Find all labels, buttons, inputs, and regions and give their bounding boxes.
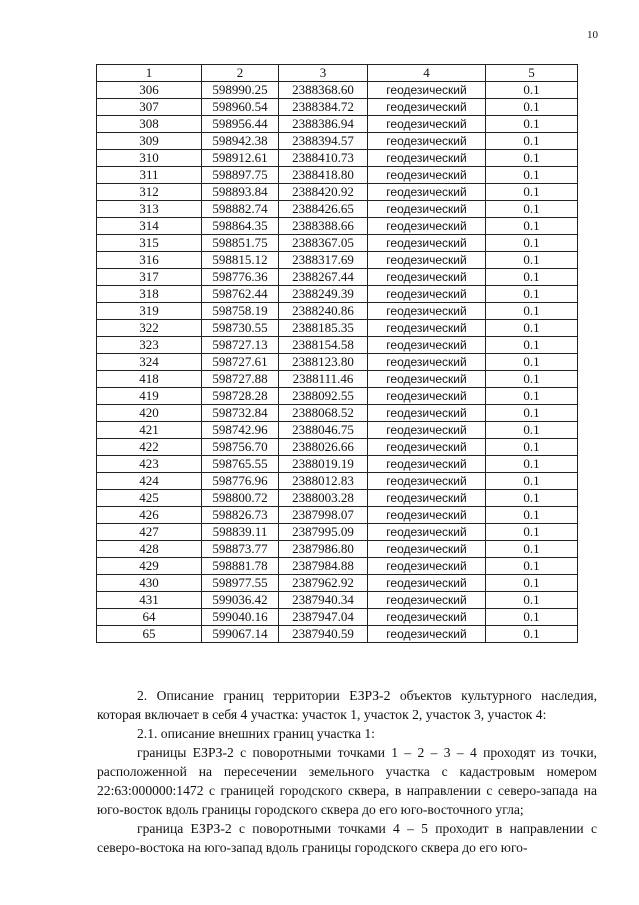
accuracy-cell: 0.1 (486, 320, 578, 337)
accuracy-cell: 0.1 (486, 575, 578, 592)
accuracy-cell: 0.1 (486, 201, 578, 218)
y-coordinate-cell: 2388249.39 (279, 286, 368, 303)
y-coordinate-cell: 2387940.59 (279, 626, 368, 643)
y-coordinate-cell: 2388092.55 (279, 388, 368, 405)
method-cell: геодезический (368, 439, 486, 456)
table-row (97, 235, 578, 252)
method-cell: геодезический (368, 524, 486, 541)
accuracy-cell: 0.1 (486, 558, 578, 575)
method-cell: геодезический (368, 388, 486, 405)
point-number-cell: 317 (97, 269, 202, 286)
method-cell: геодезический (368, 558, 486, 575)
table-header-row (97, 65, 578, 82)
x-coordinate-cell: 598826.73 (202, 507, 279, 524)
column-header: 3 (279, 65, 368, 82)
method-cell: геодезический (368, 405, 486, 422)
x-coordinate-cell: 598727.13 (202, 337, 279, 354)
x-coordinate-cell: 598864.35 (202, 218, 279, 235)
table-row (97, 150, 578, 167)
table-row (97, 252, 578, 269)
x-coordinate-cell: 598800.72 (202, 490, 279, 507)
table-row (97, 507, 578, 524)
table-row (97, 558, 578, 575)
accuracy-cell: 0.1 (486, 371, 578, 388)
table-row (97, 286, 578, 303)
x-coordinate-cell: 598727.88 (202, 371, 279, 388)
x-coordinate-cell: 599067.14 (202, 626, 279, 643)
table-row (97, 354, 578, 371)
y-coordinate-cell: 2388367.05 (279, 235, 368, 252)
accuracy-cell: 0.1 (486, 592, 578, 609)
x-coordinate-cell: 598762.44 (202, 286, 279, 303)
x-coordinate-cell: 598815.12 (202, 252, 279, 269)
method-cell: геодезический (368, 133, 486, 150)
y-coordinate-cell: 2388368.60 (279, 82, 368, 99)
y-coordinate-cell: 2388388.66 (279, 218, 368, 235)
point-number-cell: 427 (97, 524, 202, 541)
accuracy-cell: 0.1 (486, 218, 578, 235)
table-row (97, 218, 578, 235)
accuracy-cell: 0.1 (486, 490, 578, 507)
point-number-cell: 419 (97, 388, 202, 405)
x-coordinate-cell: 598893.84 (202, 184, 279, 201)
y-coordinate-cell: 2387940.34 (279, 592, 368, 609)
x-coordinate-cell: 598776.96 (202, 473, 279, 490)
y-coordinate-cell: 2388111.46 (279, 371, 368, 388)
point-number-cell: 418 (97, 371, 202, 388)
table-row (97, 320, 578, 337)
accuracy-cell: 0.1 (486, 116, 578, 133)
x-coordinate-cell: 598873.77 (202, 541, 279, 558)
x-coordinate-cell: 598765.55 (202, 456, 279, 473)
accuracy-cell: 0.1 (486, 150, 578, 167)
x-coordinate-cell: 598756.70 (202, 439, 279, 456)
point-number-cell: 426 (97, 507, 202, 524)
y-coordinate-cell: 2388384.72 (279, 99, 368, 116)
accuracy-cell: 0.1 (486, 405, 578, 422)
point-number-cell: 319 (97, 303, 202, 320)
point-number-cell: 431 (97, 592, 202, 609)
method-cell: геодезический (368, 252, 486, 269)
point-number-cell: 425 (97, 490, 202, 507)
accuracy-cell: 0.1 (486, 82, 578, 99)
y-coordinate-cell: 2388154.58 (279, 337, 368, 354)
accuracy-cell: 0.1 (486, 473, 578, 490)
method-cell: геодезический (368, 235, 486, 252)
point-number-cell: 306 (97, 82, 202, 99)
point-number-cell: 423 (97, 456, 202, 473)
coordinates-table (96, 64, 578, 643)
accuracy-cell: 0.1 (486, 133, 578, 150)
accuracy-cell: 0.1 (486, 439, 578, 456)
x-coordinate-cell: 598977.55 (202, 575, 279, 592)
y-coordinate-cell: 2388267.44 (279, 269, 368, 286)
method-cell: геодезический (368, 456, 486, 473)
table-row (97, 541, 578, 558)
point-number-cell: 420 (97, 405, 202, 422)
table-row (97, 269, 578, 286)
table-row (97, 167, 578, 184)
y-coordinate-cell: 2388185.35 (279, 320, 368, 337)
paragraph: 2. Описание границ территории ЕЗРЗ-2 объектов культурного наследия, которая включает в себя 4 участка: участок 1, участок 2, участок 3, участок 4: (97, 688, 597, 722)
y-coordinate-cell: 2388420.92 (279, 184, 368, 201)
point-number-cell: 310 (97, 150, 202, 167)
y-coordinate-cell: 2387986.80 (279, 541, 368, 558)
y-coordinate-cell: 2387962.92 (279, 575, 368, 592)
x-coordinate-cell: 598742.96 (202, 422, 279, 439)
y-coordinate-cell: 2388394.57 (279, 133, 368, 150)
method-cell: геодезический (368, 99, 486, 116)
point-number-cell: 314 (97, 218, 202, 235)
x-coordinate-cell: 598960.54 (202, 99, 279, 116)
x-coordinate-cell: 598942.38 (202, 133, 279, 150)
x-coordinate-cell: 598839.11 (202, 524, 279, 541)
method-cell: геодезический (368, 218, 486, 235)
y-coordinate-cell: 2387947.04 (279, 609, 368, 626)
table-row (97, 524, 578, 541)
x-coordinate-cell: 598727.61 (202, 354, 279, 371)
y-coordinate-cell: 2388019.19 (279, 456, 368, 473)
y-coordinate-cell: 2388046.75 (279, 422, 368, 439)
accuracy-cell: 0.1 (486, 235, 578, 252)
point-number-cell: 311 (97, 167, 202, 184)
y-coordinate-cell: 2388012.83 (279, 473, 368, 490)
table-row (97, 609, 578, 626)
table-row (97, 201, 578, 218)
y-coordinate-cell: 2387998.07 (279, 507, 368, 524)
x-coordinate-cell: 598912.61 (202, 150, 279, 167)
y-coordinate-cell: 2388026.66 (279, 439, 368, 456)
method-cell: геодезический (368, 269, 486, 286)
accuracy-cell: 0.1 (486, 184, 578, 201)
accuracy-cell: 0.1 (486, 252, 578, 269)
y-coordinate-cell: 2388068.52 (279, 405, 368, 422)
method-cell: геодезический (368, 592, 486, 609)
x-coordinate-cell: 598776.36 (202, 269, 279, 286)
accuracy-cell: 0.1 (486, 337, 578, 354)
y-coordinate-cell: 2388123.80 (279, 354, 368, 371)
method-cell: геодезический (368, 201, 486, 218)
point-number-cell: 309 (97, 133, 202, 150)
accuracy-cell: 0.1 (486, 354, 578, 371)
method-cell: геодезический (368, 320, 486, 337)
table-row (97, 439, 578, 456)
y-coordinate-cell: 2387984.88 (279, 558, 368, 575)
accuracy-cell: 0.1 (486, 422, 578, 439)
table-row (97, 456, 578, 473)
table-row (97, 133, 578, 150)
x-coordinate-cell: 598758.19 (202, 303, 279, 320)
table-row (97, 184, 578, 201)
method-cell: геодезический (368, 303, 486, 320)
point-number-cell: 312 (97, 184, 202, 201)
point-number-cell: 429 (97, 558, 202, 575)
paragraph: 2.1. описание внешних границ участка 1: (137, 726, 375, 741)
method-cell: геодезический (368, 184, 486, 201)
column-header: 5 (486, 65, 578, 82)
table-row (97, 490, 578, 507)
method-cell: геодезический (368, 541, 486, 558)
table-body (97, 82, 578, 643)
table-row (97, 626, 578, 643)
x-coordinate-cell: 599036.42 (202, 592, 279, 609)
point-number-cell: 64 (97, 609, 202, 626)
x-coordinate-cell: 598956.44 (202, 116, 279, 133)
point-number-cell: 428 (97, 541, 202, 558)
table-row (97, 99, 578, 116)
accuracy-cell: 0.1 (486, 388, 578, 405)
table-row (97, 82, 578, 99)
table-row (97, 388, 578, 405)
method-cell: геодезический (368, 82, 486, 99)
y-coordinate-cell: 2388426.65 (279, 201, 368, 218)
method-cell: геодезический (368, 473, 486, 490)
table-row (97, 473, 578, 490)
y-coordinate-cell: 2388240.86 (279, 303, 368, 320)
point-number-cell: 323 (97, 337, 202, 354)
table-row (97, 337, 578, 354)
y-coordinate-cell: 2388386.94 (279, 116, 368, 133)
description-text (97, 686, 597, 857)
page-number: 10 (587, 29, 598, 41)
point-number-cell: 65 (97, 626, 202, 643)
y-coordinate-cell: 2388003.28 (279, 490, 368, 507)
x-coordinate-cell: 598851.75 (202, 235, 279, 252)
method-cell: геодезический (368, 626, 486, 643)
table-row (97, 303, 578, 320)
accuracy-cell: 0.1 (486, 541, 578, 558)
point-number-cell: 430 (97, 575, 202, 592)
table-row (97, 592, 578, 609)
method-cell: геодезический (368, 490, 486, 507)
table-row (97, 422, 578, 439)
accuracy-cell: 0.1 (486, 99, 578, 116)
column-header: 2 (202, 65, 279, 82)
accuracy-cell: 0.1 (486, 286, 578, 303)
method-cell: геодезический (368, 371, 486, 388)
x-coordinate-cell: 598882.74 (202, 201, 279, 218)
x-coordinate-cell: 598881.78 (202, 558, 279, 575)
y-coordinate-cell: 2388317.69 (279, 252, 368, 269)
accuracy-cell: 0.1 (486, 609, 578, 626)
method-cell: геодезический (368, 507, 486, 524)
y-coordinate-cell: 2388410.73 (279, 150, 368, 167)
paragraph: границы ЕЗРЗ-2 с поворотными точками 1 – 2 – 3 – 4 проходят из точки, расположенной на пересечении земельного участка с кадастровым номером 22:63:000000:1472 с границей городского сквера, в направлении с северо-запада на юго-восток вдоль границы городского сквера до его юго-восточного угла; (97, 745, 597, 817)
paragraph: граница ЕЗРЗ-2 с поворотными точками 4 – 5 проходит в направлении с северо-востока на юго-запад вдоль границы городского сквера до его юго- (97, 821, 597, 855)
method-cell: геодезический (368, 337, 486, 354)
point-number-cell: 318 (97, 286, 202, 303)
method-cell: геодезический (368, 422, 486, 439)
y-coordinate-cell: 2387995.09 (279, 524, 368, 541)
column-header: 4 (368, 65, 486, 82)
accuracy-cell: 0.1 (486, 626, 578, 643)
accuracy-cell: 0.1 (486, 303, 578, 320)
table-row (97, 405, 578, 422)
point-number-cell: 316 (97, 252, 202, 269)
point-number-cell: 421 (97, 422, 202, 439)
x-coordinate-cell: 598730.55 (202, 320, 279, 337)
accuracy-cell: 0.1 (486, 456, 578, 473)
point-number-cell: 308 (97, 116, 202, 133)
table-row (97, 371, 578, 388)
point-number-cell: 424 (97, 473, 202, 490)
point-number-cell: 322 (97, 320, 202, 337)
point-number-cell: 307 (97, 99, 202, 116)
method-cell: геодезический (368, 116, 486, 133)
method-cell: геодезический (368, 575, 486, 592)
x-coordinate-cell: 598732.84 (202, 405, 279, 422)
table-row (97, 116, 578, 133)
column-header: 1 (97, 65, 202, 82)
x-coordinate-cell: 598728.28 (202, 388, 279, 405)
accuracy-cell: 0.1 (486, 524, 578, 541)
method-cell: геодезический (368, 150, 486, 167)
x-coordinate-cell: 598990.25 (202, 82, 279, 99)
accuracy-cell: 0.1 (486, 167, 578, 184)
y-coordinate-cell: 2388418.80 (279, 167, 368, 184)
x-coordinate-cell: 598897.75 (202, 167, 279, 184)
method-cell: геодезический (368, 167, 486, 184)
point-number-cell: 422 (97, 439, 202, 456)
table-row (97, 575, 578, 592)
method-cell: геодезический (368, 609, 486, 626)
method-cell: геодезический (368, 286, 486, 303)
point-number-cell: 313 (97, 201, 202, 218)
method-cell: геодезический (368, 354, 486, 371)
point-number-cell: 315 (97, 235, 202, 252)
x-coordinate-cell: 599040.16 (202, 609, 279, 626)
accuracy-cell: 0.1 (486, 507, 578, 524)
point-number-cell: 324 (97, 354, 202, 371)
accuracy-cell: 0.1 (486, 269, 578, 286)
